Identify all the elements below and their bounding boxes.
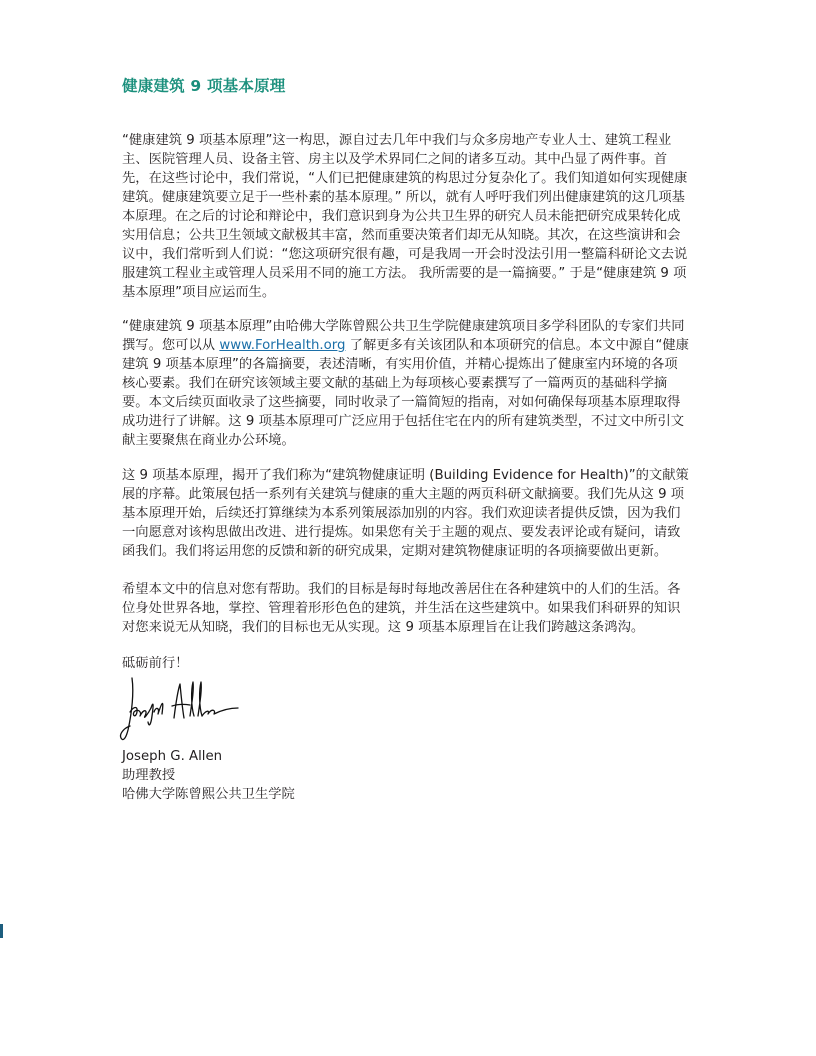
signatory-role: 助理教授 xyxy=(122,768,176,783)
series-paragraph: 这 9 项基本原理，揭开了我们称为“建筑物健康证明 (Building Evidence for Health)”的文献策展的序幕。此策展包括一系列有关建筑与健康的重大主题的两页科研文献摘要。我们先从这 9 项基本原理开始，后续还打算继续为本系列策展添加别的内容。我们欢迎读者提供反馈，因为我们一向愿意对该构思做出改进、进行提炼。如果您有关于主题的观点、要发表评论或有疑问，请致函我们。我们将运用您的反馈和新的研究成果，定期对建筑物健康证明的各项摘要做出更新。 xyxy=(122,468,689,559)
handwritten-signature xyxy=(118,672,248,748)
goal-paragraph: 希望本文中的信息对您有帮助。我们的目标是每时每地改善居住在各种建筑中的人们的生活。各位身处世界各地，掌控、管理着形形色色的建筑，并生活在这些建筑中。如果我们科研界的知识对您来说无从知晓，我们的目标也无从实现。这 9 项基本原理旨在让我们跨越这条鸿沟。 xyxy=(122,582,681,635)
signature-block xyxy=(122,747,295,804)
intro-paragraph: “健康建筑 9 项基本原理”这一构思，源自过去几年中我们与众多房地产专业人士、建筑工程业主、医院管理人员、设备主管、房主以及学术界同仁之间的诸多互动。其中凸显了两件事。首先，在这些讨论中，我们常说，“人们已把健康建筑的构思过分复杂化了。我们知道如何实现健康建筑。健康建筑要立足于一些朴素的基本原理。” 所以，就有人呼吁我们列出健康建筑的这几项基本原理。在之后的讨论和辩论中，我们意识到身为公共卫生界的研究人员未能把研究成果转化成实用信息；公共卫生领域文献极其丰富，然而重要决策者们却无从知晓。其次，在这些演讲和会议中，我们常听到人们说：“您这项研究很有趣，可是我周一开会时没法引用一整篇科研论文去说服建筑工程业主或管理人员采用不同的施工方法。 我所需要的是一篇摘要。” 于是“健康建筑 9 项基本原理”项目应运而生。 xyxy=(122,133,688,300)
page-edge-marker xyxy=(0,924,3,938)
closing-line: 砥砺前行！ xyxy=(122,656,189,671)
signatory-affiliation: 哈佛大学陈曾熙公共卫生学院 xyxy=(122,787,295,802)
signatory-name: Joseph G. Allen xyxy=(122,749,223,764)
authors-paragraph-text-after: 了解更多有关该团队和本项研究的信息。本文中源自“健康建筑 9 项基本原理”的各篇摘要，表述清晰，有实用价值，并精心提炼出了健康室内环境的各项核心要素。我们在研究该领域主要文献的基础上为每项核心要素撰写了一篇两页的基础科学摘要。本文后续页面收录了这些摘要，同时收录了一篇简短的指南，对如何确保每项基本原理取得成功进行了讲解。这 9 项基本原理可广泛应用于包括住宅在内的所有建筑类型，不过文中所引文献主要聚焦在商业办公环境。 xyxy=(122,338,689,448)
page-title: 健康建筑 9 项基本原理 xyxy=(122,77,286,95)
forhealth-link[interactable]: www.ForHealth.org xyxy=(219,338,346,353)
authors-paragraph xyxy=(122,317,690,450)
authors-paragraph-text-before: “健康建筑 9 项基本原理”由哈佛大学陈曾熙公共卫生学院健康建筑项目多学科团队的专家们共同撰写。您可以从 xyxy=(122,319,685,353)
